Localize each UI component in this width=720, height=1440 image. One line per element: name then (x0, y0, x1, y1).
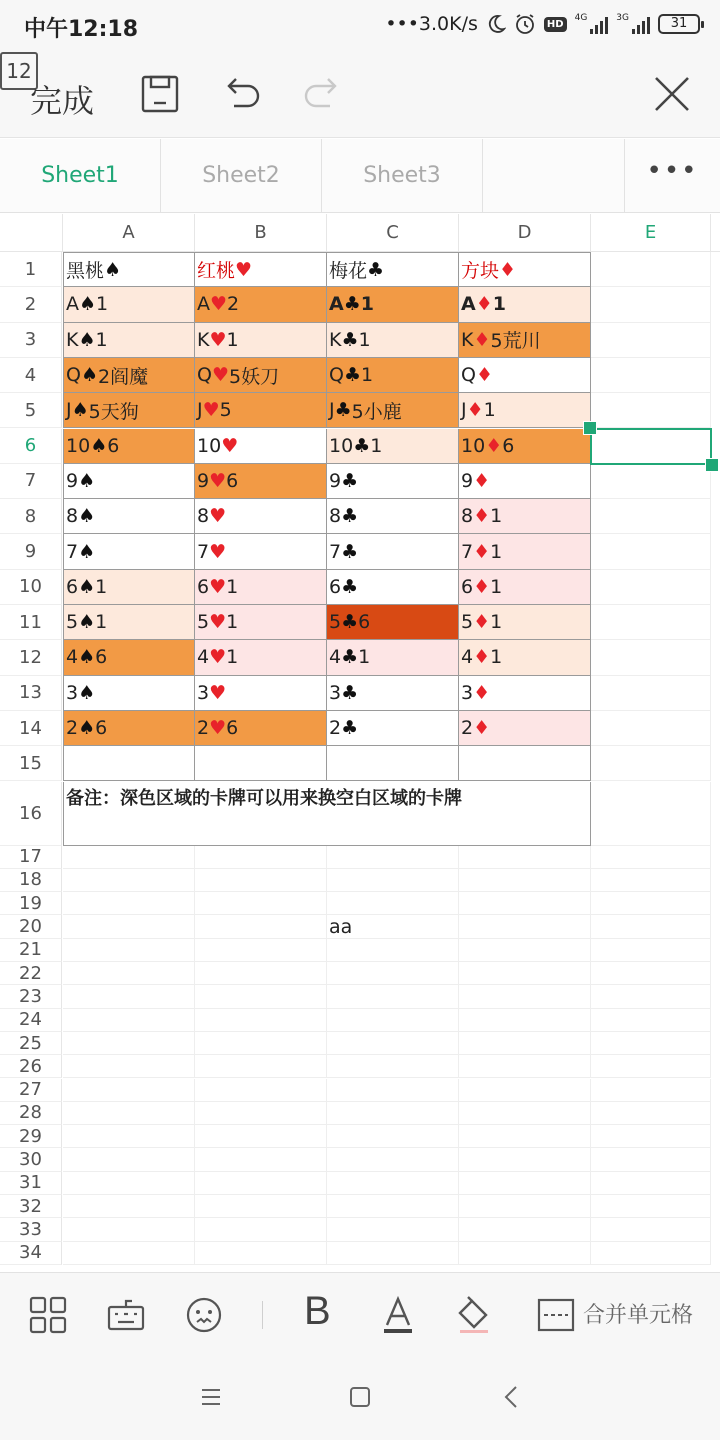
row-header-12[interactable]: 12 (0, 640, 62, 675)
cell-b18[interactable] (195, 869, 327, 892)
row-header-30[interactable]: 30 (0, 1148, 62, 1171)
cell-e2[interactable] (591, 287, 711, 322)
more-tabs-button[interactable]: ••• (624, 139, 720, 212)
cell-a19[interactable] (63, 892, 195, 915)
cell-e20[interactable] (591, 915, 711, 938)
selection-handle-bottom-right[interactable] (705, 458, 719, 472)
cell-c32[interactable] (327, 1195, 459, 1218)
cell-d8[interactable]: 8 ♦ 1 (459, 499, 591, 534)
cell-c20[interactable]: aa (327, 915, 459, 938)
cell-e22[interactable] (591, 962, 711, 985)
cell-e18[interactable] (591, 869, 711, 892)
cell-b28[interactable] (195, 1102, 327, 1125)
cell-a8[interactable]: 8 ♠ (63, 499, 195, 534)
cell-e25[interactable] (591, 1032, 711, 1055)
fill-color-icon[interactable] (454, 1295, 494, 1335)
column-header-c[interactable]: C (327, 214, 459, 252)
cell-e34[interactable] (591, 1242, 711, 1265)
tab-sheet1[interactable]: Sheet1 (0, 139, 161, 212)
cell-d3[interactable]: K ♦ 5荒川 (459, 323, 591, 358)
column-header-b[interactable]: B (195, 214, 327, 252)
cell-b9[interactable]: 7 ♥ (195, 534, 327, 569)
system-nav-bar (0, 1354, 720, 1440)
cell-c29[interactable] (327, 1125, 459, 1148)
cell-c21[interactable] (327, 939, 459, 962)
cell-d25[interactable] (459, 1032, 591, 1055)
row-header-11[interactable]: 11 (0, 605, 62, 640)
row-header-4[interactable]: 4 (0, 358, 62, 393)
cell-b19[interactable] (195, 892, 327, 915)
cell-c28[interactable] (327, 1102, 459, 1125)
cell-b20[interactable] (195, 915, 327, 938)
cell-c34[interactable] (327, 1242, 459, 1265)
cell-a5[interactable]: J ♠ 5天狗 (63, 393, 195, 428)
row-header-6[interactable]: 6 (0, 429, 62, 464)
cell-b32[interactable] (195, 1195, 327, 1218)
cell-b29[interactable] (195, 1125, 327, 1148)
cell-a18[interactable] (63, 869, 195, 892)
cell-a17[interactable] (63, 846, 195, 869)
cell-a33[interactable] (63, 1218, 195, 1241)
cell-c4[interactable]: Q ♣ 1 (327, 358, 459, 393)
cell-b7[interactable]: 9 ♥ 6 (195, 464, 327, 499)
cell-c19[interactable] (327, 892, 459, 915)
cell-b23[interactable] (195, 985, 327, 1008)
assistant-face-icon[interactable] (184, 1295, 224, 1335)
cell-a1[interactable]: 黑桃 ♠ (63, 252, 195, 287)
cell-c33[interactable] (327, 1218, 459, 1241)
status-bar (0, 0, 720, 52)
select-all-corner[interactable] (0, 214, 63, 252)
cell-d33[interactable] (459, 1218, 591, 1241)
menu-icon[interactable] (196, 1382, 226, 1412)
row-header-2[interactable]: 2 (0, 287, 62, 322)
cell-b15[interactable] (195, 746, 327, 781)
cell-a22[interactable] (63, 962, 195, 985)
cell-c22[interactable] (327, 962, 459, 985)
done-button[interactable]: 完成 (30, 82, 95, 120)
row-header-10[interactable]: 10 (0, 570, 62, 605)
cell-b6[interactable]: 10 ♥ (195, 429, 327, 464)
cell-d21[interactable] (459, 939, 591, 962)
cell-e30[interactable] (591, 1148, 711, 1171)
cell-a12[interactable]: 4 ♠ 6 (63, 640, 195, 675)
cell-b33[interactable] (195, 1218, 327, 1241)
cell-c14[interactable]: 2 ♣ (327, 711, 459, 746)
cell-a10[interactable]: 6 ♠ 1 (63, 570, 195, 605)
cell-b3[interactable]: K ♥ 1 (195, 323, 327, 358)
cell-d18[interactable] (459, 869, 591, 892)
tab-sheet2[interactable]: Sheet2 (161, 139, 322, 212)
cell-d6[interactable]: 10 ♦ 6 (459, 429, 591, 464)
cell-e4[interactable] (591, 358, 711, 393)
toolbar-divider (262, 1301, 263, 1329)
cell-e8[interactable] (591, 499, 711, 534)
cell-a14[interactable]: 2 ♠ 6 (63, 711, 195, 746)
cell-c6[interactable]: 10 ♣ 1 (327, 429, 459, 464)
cell-a30[interactable] (63, 1148, 195, 1171)
cell-a15[interactable] (63, 746, 195, 781)
cell-d4[interactable]: Q ♦ (459, 358, 591, 393)
cell-e17[interactable] (591, 846, 711, 869)
cell-c11[interactable]: 5 ♣ 6 (327, 605, 459, 640)
row-header-17[interactable]: 17 (0, 846, 62, 869)
cell-b1[interactable]: 红桃 ♥ (195, 252, 327, 287)
cell-a11[interactable]: 5 ♠ 1 (63, 605, 195, 640)
cell-e19[interactable] (591, 892, 711, 915)
row-header-1[interactable]: 1 (0, 252, 62, 287)
close-icon[interactable] (652, 74, 692, 114)
column-header-a[interactable]: A (63, 214, 195, 252)
cell-c30[interactable] (327, 1148, 459, 1171)
row-header-31[interactable]: 31 (0, 1172, 62, 1195)
cell-a16-note[interactable]: 备注：深色区域的卡牌可以用来换空白区域的卡牌 (63, 782, 591, 846)
cell-b31[interactable] (195, 1172, 327, 1195)
cell-d17[interactable] (459, 846, 591, 869)
cell-a24[interactable] (63, 1009, 195, 1032)
cell-c15[interactable] (327, 746, 459, 781)
cell-d26[interactable] (459, 1055, 591, 1078)
sheet-count-button[interactable]: 12 (0, 52, 38, 90)
row-header-25[interactable]: 25 (0, 1032, 62, 1055)
hd-badge: HD (544, 17, 567, 32)
row-header-26[interactable]: 26 (0, 1055, 62, 1078)
font-color-icon[interactable] (378, 1295, 418, 1335)
cell-b8[interactable]: 8 ♥ (195, 499, 327, 534)
column-header-next[interactable] (711, 214, 720, 252)
cell-d9[interactable]: 7 ♦ 1 (459, 534, 591, 569)
cell-e33[interactable] (591, 1218, 711, 1241)
cell-c3[interactable]: K ♣ 1 (327, 323, 459, 358)
row-header-14[interactable]: 14 (0, 711, 62, 746)
cell-a21[interactable] (63, 939, 195, 962)
row-header-9[interactable]: 9 (0, 534, 62, 569)
cell-b13[interactable]: 3 ♥ (195, 676, 327, 711)
cell-a13[interactable]: 3 ♠ (63, 676, 195, 711)
cell-b11[interactable]: 5 ♥ 1 (195, 605, 327, 640)
signal-4g-icon: 4G (575, 14, 609, 34)
cell-d24[interactable] (459, 1009, 591, 1032)
cell-b14[interactable]: 2 ♥ 6 (195, 711, 327, 746)
cell-e16[interactable] (591, 782, 711, 846)
row-header-23[interactable]: 23 (0, 985, 62, 1008)
cell-d22[interactable] (459, 962, 591, 985)
cell-a28[interactable] (63, 1102, 195, 1125)
cell-c25[interactable] (327, 1032, 459, 1055)
signal-3g-icon: 3G (616, 14, 650, 34)
cell-d31[interactable] (459, 1172, 591, 1195)
row-header-19[interactable]: 19 (0, 892, 62, 915)
merge-cells-icon[interactable] (536, 1295, 576, 1335)
cell-e13[interactable] (591, 676, 711, 711)
cell-e5[interactable] (591, 393, 711, 428)
cell-b25[interactable] (195, 1032, 327, 1055)
cell-c1[interactable]: 梅花 ♣ (327, 252, 459, 287)
cell-e10[interactable] (591, 570, 711, 605)
tab-sheet3[interactable]: Sheet3 (322, 139, 483, 212)
row-header-33[interactable]: 33 (0, 1218, 62, 1241)
cell-a34[interactable] (63, 1242, 195, 1265)
cell-e21[interactable] (591, 939, 711, 962)
cell-d12[interactable]: 4 ♦ 1 (459, 640, 591, 675)
row-header-29[interactable]: 29 (0, 1125, 62, 1148)
cell-e27[interactable] (591, 1079, 711, 1102)
cell-c5[interactable]: J ♣ 5小鹿 (327, 393, 459, 428)
cell-e15[interactable] (591, 746, 711, 781)
row-header-3[interactable]: 3 (0, 323, 62, 358)
row-header-5[interactable]: 5 (0, 393, 62, 428)
top-toolbar (0, 52, 720, 138)
keyboard-icon[interactable] (106, 1295, 146, 1335)
status-time: 中午12:18 (24, 17, 139, 42)
cell-b21[interactable] (195, 939, 327, 962)
cell-d11[interactable]: 5 ♦ 1 (459, 605, 591, 640)
cell-e23[interactable] (591, 985, 711, 1008)
cell-b34[interactable] (195, 1242, 327, 1265)
cell-a9[interactable]: 7 ♠ (63, 534, 195, 569)
cell-b10[interactable]: 6 ♥ 1 (195, 570, 327, 605)
row-header-32[interactable]: 32 (0, 1195, 62, 1218)
cell-d10[interactable]: 6 ♦ 1 (459, 570, 591, 605)
cell-a4[interactable]: Q ♠ 2阎魔 (63, 358, 195, 393)
column-header-e[interactable]: E (591, 214, 711, 252)
row-header-7[interactable]: 7 (0, 464, 62, 499)
column-header-d[interactable]: D (459, 214, 591, 252)
edit-toolbar (0, 1272, 720, 1354)
cell-d5[interactable]: J ♦ 1 (459, 393, 591, 428)
cell-b24[interactable] (195, 1009, 327, 1032)
cell-e9[interactable] (591, 534, 711, 569)
back-icon[interactable] (497, 1382, 527, 1412)
cell-b4[interactable]: Q ♥ 5妖刀 (195, 358, 327, 393)
cell-a3[interactable]: K ♠ 1 (63, 323, 195, 358)
cell-d30[interactable] (459, 1148, 591, 1171)
row-header-20[interactable]: 20 (0, 915, 62, 938)
status-icons (385, 13, 700, 35)
cell-e1[interactable] (591, 252, 711, 287)
cell-d34[interactable] (459, 1242, 591, 1265)
redo-icon[interactable] (302, 74, 342, 114)
cell-c17[interactable] (327, 846, 459, 869)
cell-a31[interactable] (63, 1172, 195, 1195)
cell-c8[interactable]: 8 ♣ (327, 499, 459, 534)
cell-d29[interactable] (459, 1125, 591, 1148)
row-header-24[interactable]: 24 (0, 1009, 62, 1032)
cell-d19[interactable] (459, 892, 591, 915)
row-header-13[interactable]: 13 (0, 676, 62, 711)
cell-a25[interactable] (63, 1032, 195, 1055)
cell-c13[interactable]: 3 ♣ (327, 676, 459, 711)
row-header-34[interactable]: 34 (0, 1242, 62, 1265)
cell-c12[interactable]: 4 ♣ 1 (327, 640, 459, 675)
cell-e28[interactable] (591, 1102, 711, 1125)
cell-d15[interactable] (459, 746, 591, 781)
cell-e7[interactable] (591, 464, 711, 499)
cell-a26[interactable] (63, 1055, 195, 1078)
undo-icon[interactable] (222, 74, 262, 114)
cell-a27[interactable] (63, 1079, 195, 1102)
home-icon[interactable] (345, 1382, 375, 1412)
battery-icon: 31 (658, 14, 700, 34)
apps-grid-icon[interactable] (28, 1295, 68, 1335)
cell-d2[interactable]: A ♦ 1 (459, 287, 591, 322)
moon-icon (486, 14, 506, 34)
cell-b26[interactable] (195, 1055, 327, 1078)
cell-b22[interactable] (195, 962, 327, 985)
cell-d28[interactable] (459, 1102, 591, 1125)
cell-b12[interactable]: 4 ♥ 1 (195, 640, 327, 675)
row-header-27[interactable]: 27 (0, 1079, 62, 1102)
cell-e11[interactable] (591, 605, 711, 640)
cell-b17[interactable] (195, 846, 327, 869)
row-header-21[interactable]: 21 (0, 939, 62, 962)
cell-c10[interactable]: 6 ♣ (327, 570, 459, 605)
cell-d23[interactable] (459, 985, 591, 1008)
cell-e31[interactable] (591, 1172, 711, 1195)
cell-d14[interactable]: 2 ♦ (459, 711, 591, 746)
cell-d20[interactable] (459, 915, 591, 938)
cell-c2[interactable]: A ♣ 1 (327, 287, 459, 322)
cell-a2[interactable]: A ♠ 1 (63, 287, 195, 322)
cell-a20[interactable] (63, 915, 195, 938)
cell-c27[interactable] (327, 1079, 459, 1102)
network-speed: •••3.0K/s (385, 13, 478, 35)
alarm-icon (514, 13, 536, 35)
cell-b30[interactable] (195, 1148, 327, 1171)
sheet-tabs (0, 139, 720, 213)
merge-cells-label[interactable]: 合并单元格 (583, 1303, 694, 1328)
cell-d27[interactable] (459, 1079, 591, 1102)
cell-c7[interactable]: 9 ♣ (327, 464, 459, 499)
row-header-18[interactable]: 18 (0, 869, 62, 892)
cell-e32[interactable] (591, 1195, 711, 1218)
cell-d13[interactable]: 3 ♦ (459, 676, 591, 711)
row-header-15[interactable]: 15 (0, 746, 62, 781)
cell-e29[interactable] (591, 1125, 711, 1148)
cell-d7[interactable]: 9 ♦ (459, 464, 591, 499)
cell-e12[interactable] (591, 640, 711, 675)
save-icon[interactable] (140, 74, 180, 114)
cell-e24[interactable] (591, 1009, 711, 1032)
row-header-28[interactable]: 28 (0, 1102, 62, 1125)
cell-c23[interactable] (327, 985, 459, 1008)
cell-b2[interactable]: A ♥ 2 (195, 287, 327, 322)
cell-c31[interactable] (327, 1172, 459, 1195)
row-header-8[interactable]: 8 (0, 499, 62, 534)
spreadsheet-grid[interactable] (0, 214, 720, 1272)
cell-c26[interactable] (327, 1055, 459, 1078)
cell-c24[interactable] (327, 1009, 459, 1032)
cell-a29[interactable] (63, 1125, 195, 1148)
selection-handle-top-left[interactable] (583, 421, 597, 435)
cell-a6[interactable]: 10 ♠ 6 (63, 429, 195, 464)
cell-c9[interactable]: 7 ♣ (327, 534, 459, 569)
selected-cell-e6[interactable] (590, 428, 712, 465)
cell-c18[interactable] (327, 869, 459, 892)
row-header-16[interactable]: 16 (0, 782, 62, 846)
cell-b27[interactable] (195, 1079, 327, 1102)
cell-e3[interactable] (591, 323, 711, 358)
cell-b5[interactable]: J ♥ 5 (195, 393, 327, 428)
cell-a7[interactable]: 9 ♠ (63, 464, 195, 499)
cell-d1[interactable]: 方块 ♦ (459, 252, 591, 287)
bold-icon[interactable]: B (304, 1289, 331, 1333)
cell-a32[interactable] (63, 1195, 195, 1218)
cell-a23[interactable] (63, 985, 195, 1008)
cell-e26[interactable] (591, 1055, 711, 1078)
cell-d32[interactable] (459, 1195, 591, 1218)
row-header-22[interactable]: 22 (0, 962, 62, 985)
cell-e14[interactable] (591, 711, 711, 746)
